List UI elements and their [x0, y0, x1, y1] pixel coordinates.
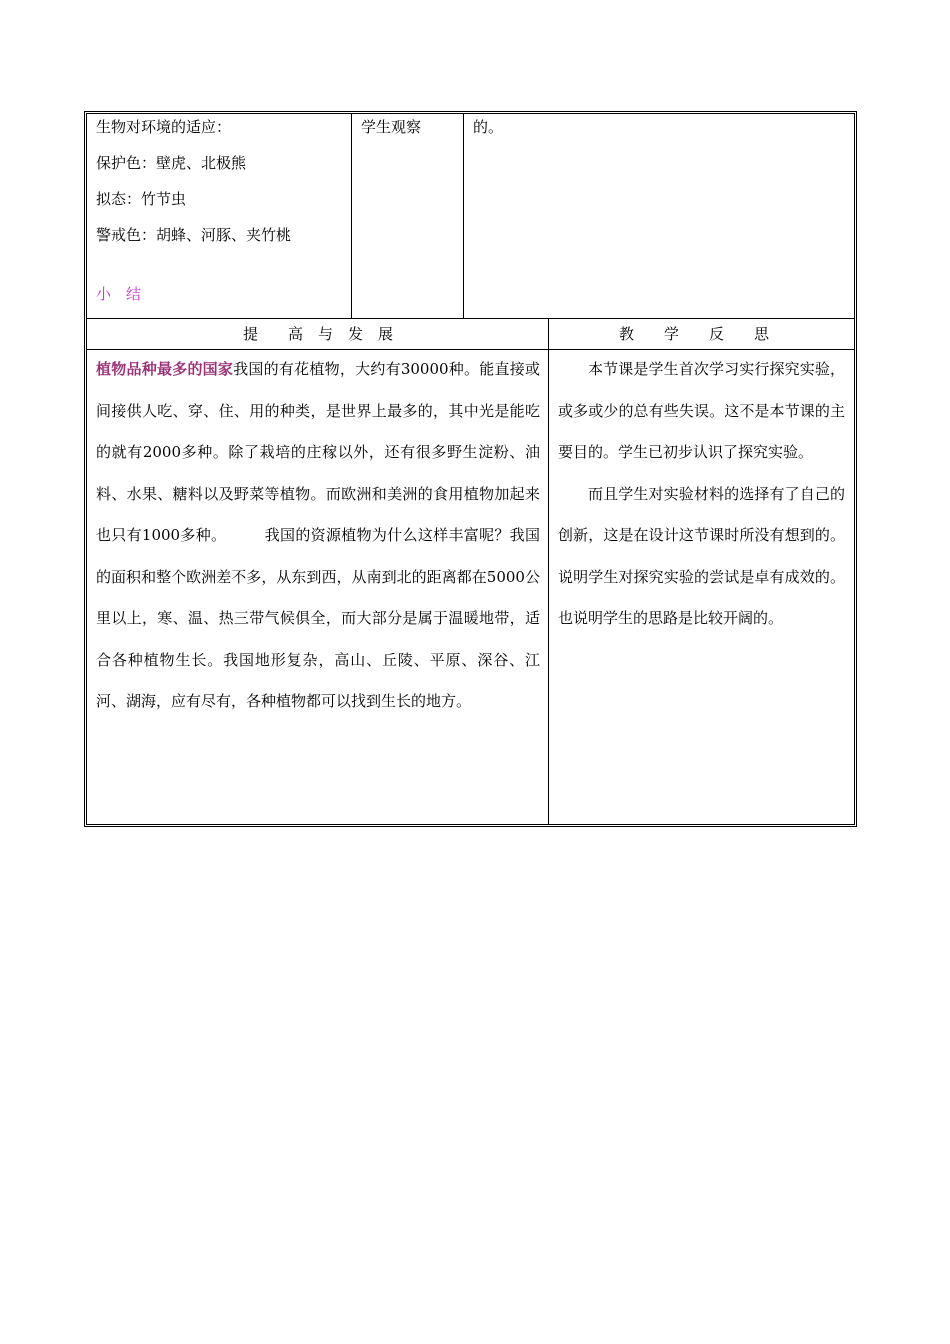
adaptation-line: 生物对环境的适应：	[96, 118, 232, 136]
divider-row-1	[87, 318, 854, 319]
divider-lower	[548, 319, 549, 825]
adaptation-cell	[96, 109, 346, 253]
adaptation-line: 警戒色：胡蜂、河豚、夹竹桃	[96, 226, 292, 244]
summary-label: 小 结	[96, 285, 142, 303]
student-activity-cell: 学生观察	[361, 118, 422, 136]
divider-upper-1	[351, 114, 352, 319]
reflection-paragraph: 本节课是学生首次学习实行探究实验，或多或少的总有些失误。这不是本节课的主要目的。学生已初步认识了探究实验。	[558, 360, 845, 461]
improvement-paragraph	[96, 349, 540, 723]
adaptation-line: 保护色：壁虎、北极熊	[96, 154, 247, 172]
improvement-header: 提 高 与 发 展	[243, 325, 394, 343]
reflection-header: 教 学 反 思	[619, 325, 770, 343]
divider-upper-2	[463, 114, 464, 319]
reflection-paragraph: 而且学生对实验材料的选择有了自己的创新，这是在设计这节课时所没有想到的。说明学生对探究实验的尝试是卓有成效的。也说明学生的思路是比较开阔的。	[558, 484, 845, 627]
improvement-cell	[96, 349, 540, 723]
adaptation-line: 拟态：竹节虫	[96, 190, 187, 208]
reflection-cell	[558, 349, 845, 640]
improvement-text: 我国的有花植物，大约有30000种。能直接或间接供人吃、穿、住、用的种类，是世界上最多的，其中光是能吃的就有2000多种。除了栽培的庄稼以外，还有很多野生淀粉、油料、水果、糖料以及野菜等植物。而欧洲和美洲的食用植物加起来也只有1000多种。 我国的资源植物为什么这样丰富呢？我国的面积和整个欧洲差不多，从东到西，从南到北的距离都在5000公里以上，寒、温、热三带气候俱全，而大部分是属于温暖地带，适合各种植物生长。我国地形复杂，高山、丘陵、平原、深谷、江河、湖海，应有尽有，各种植物都可以找到生长的地方。	[96, 360, 540, 710]
improvement-highlight: 植物品种最多的国家	[96, 360, 234, 378]
remark-cell: 的。	[473, 118, 504, 136]
